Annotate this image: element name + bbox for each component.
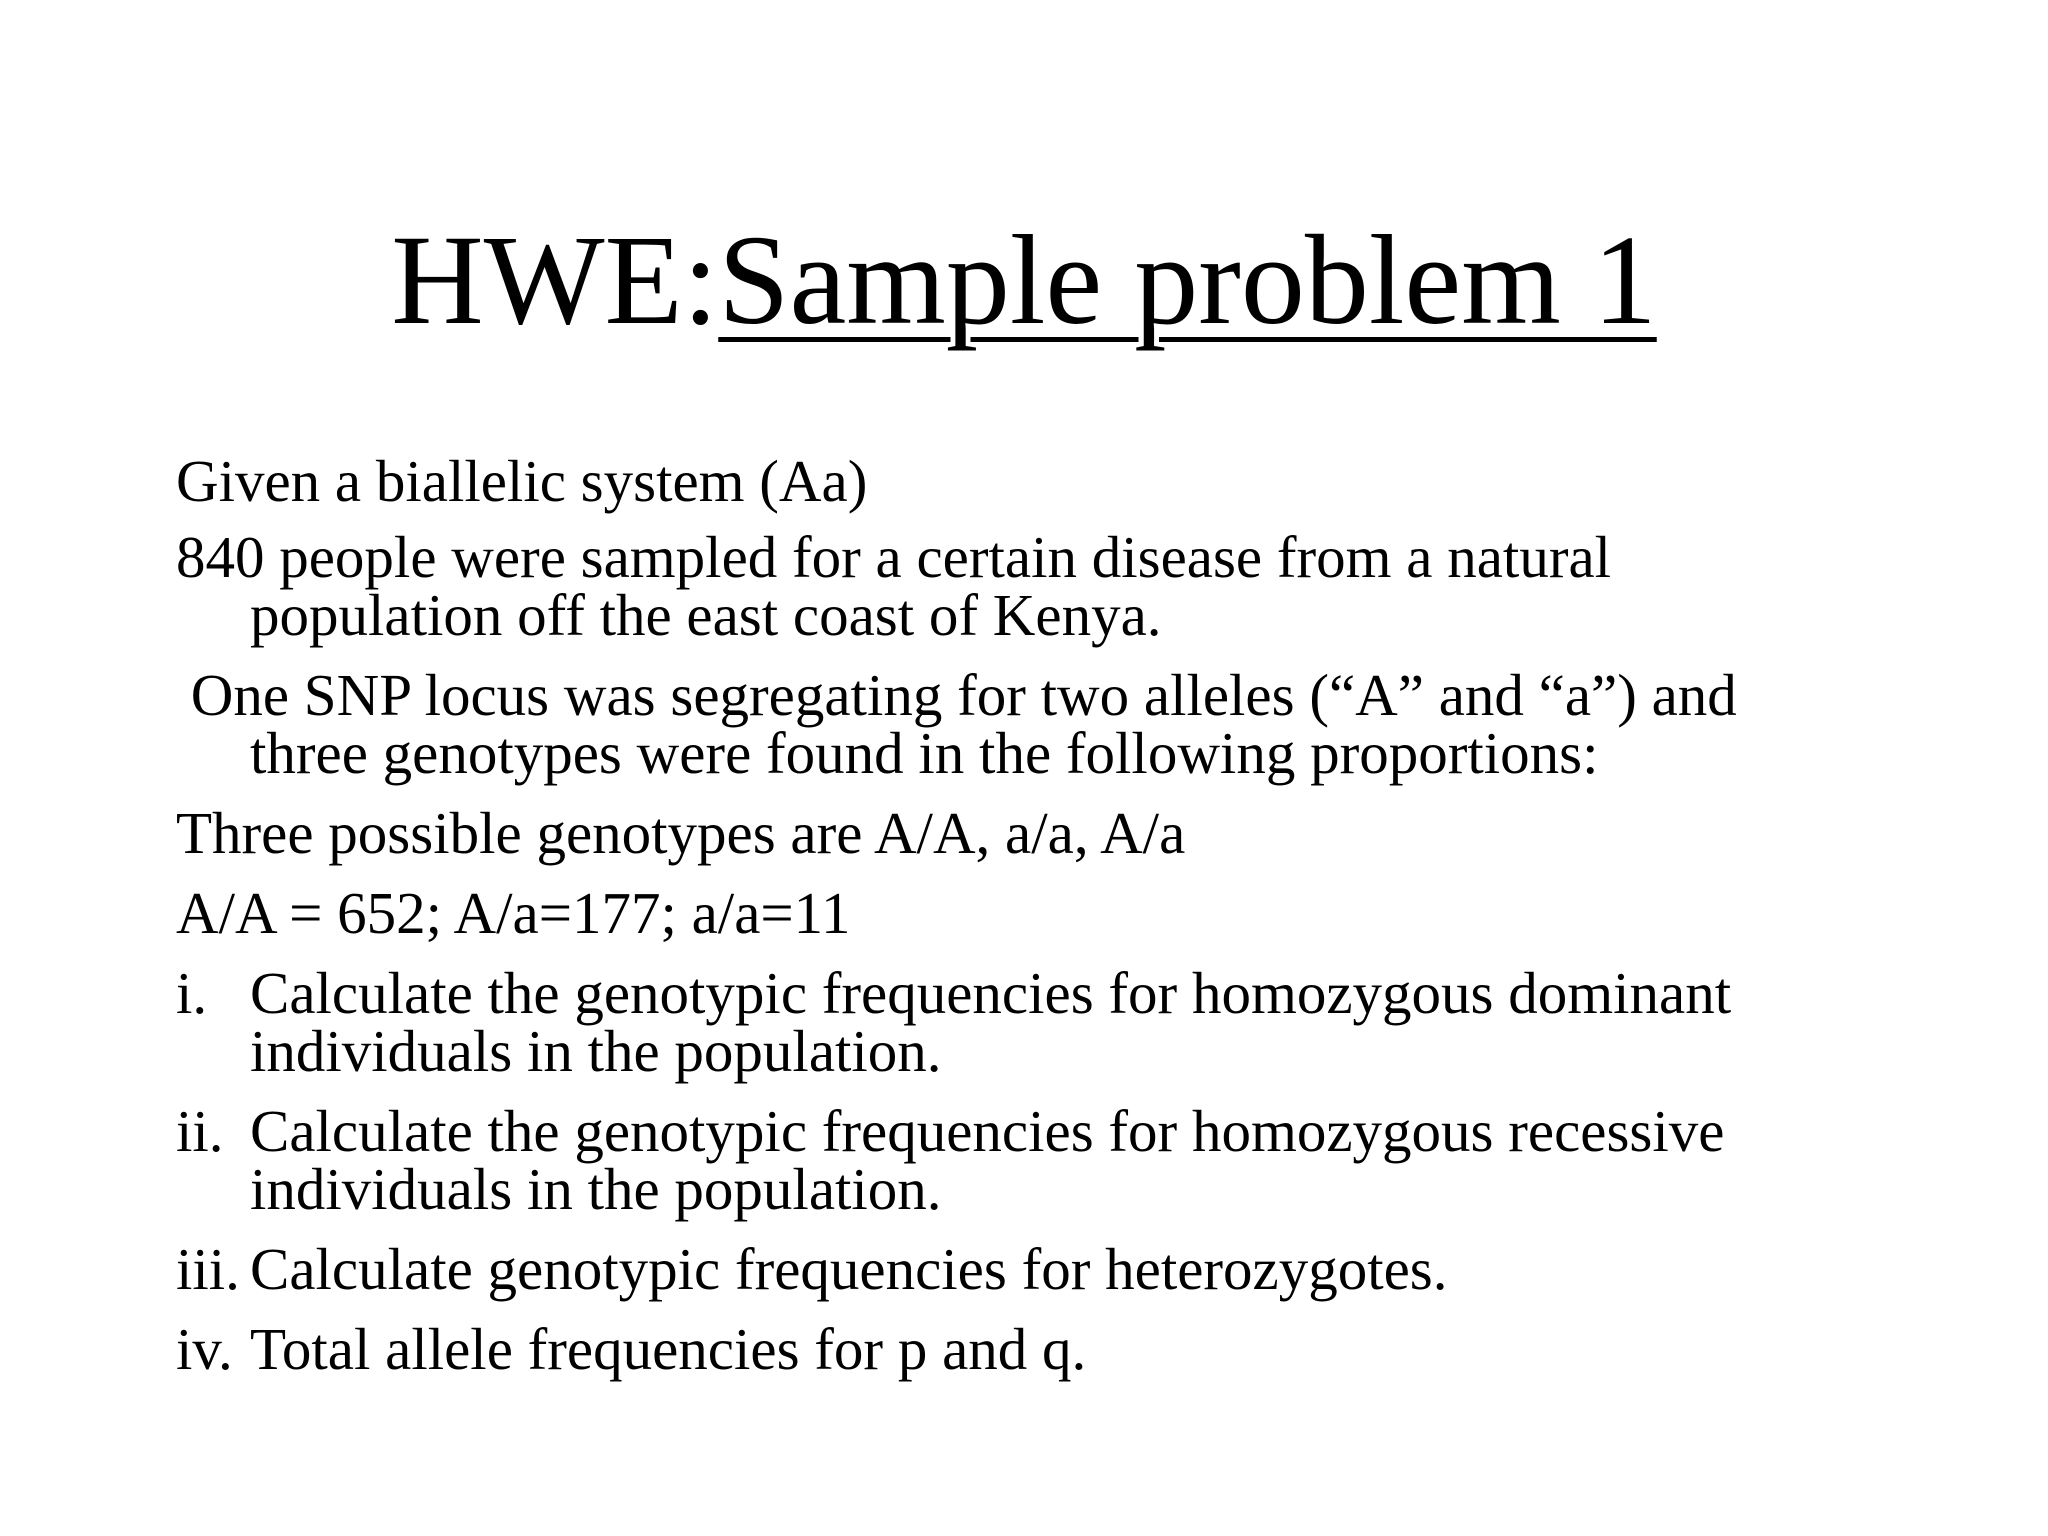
list-item-line2: individuals in the population. — [250, 1156, 942, 1222]
list-item-text — [176, 1316, 1876, 1382]
slide-body — [176, 448, 1876, 1382]
paragraph-genotypes-text: Three possible genotypes are A/A, a/a, A/a — [176, 800, 1186, 866]
list-item-text — [176, 960, 1876, 1084]
list-item — [176, 960, 1876, 1084]
list-item-line1: Calculate the genotypic frequencies for homozygous dominant — [250, 960, 1732, 1026]
title-prefix: HWE: — [391, 209, 719, 351]
paragraph-counts — [176, 880, 1876, 946]
paragraph-locus-line2: three genotypes were found in the following proportions: — [250, 720, 1599, 786]
list-item-number: i. — [176, 960, 208, 1026]
paragraph-locus — [176, 662, 1876, 786]
paragraph-counts-text: A/A = 652; A/a=177; a/a=11 — [176, 880, 851, 946]
paragraph-locus-line1: One SNP locus was segregating for two alleles (“A” and “a”) and — [176, 662, 1737, 728]
paragraph-genotypes — [176, 800, 1876, 866]
paragraph-system — [176, 448, 1876, 514]
paragraph-sample-line1: 840 people were sampled for a certain disease from a natural — [176, 524, 1612, 590]
list-item — [176, 1316, 1876, 1382]
list-item-number: ii. — [176, 1098, 224, 1164]
list-item-text — [176, 1098, 1876, 1222]
list-item — [176, 1098, 1876, 1222]
paragraph-system-text: Given a biallelic system (Aa) — [176, 448, 868, 514]
slide-title — [0, 205, 2048, 355]
list-item — [176, 1236, 1876, 1302]
list-item-line1: Calculate the genotypic frequencies for homozygous recessive — [250, 1098, 1725, 1164]
list-item-line1: Total allele frequencies for p and q. — [250, 1316, 1087, 1382]
list-item-text — [176, 1236, 1876, 1302]
list-item-number: iii. — [176, 1236, 240, 1302]
paragraph-sample — [176, 524, 1876, 648]
list-item-number: iv. — [176, 1316, 233, 1382]
paragraph-sample-line2: population off the east coast of Kenya. — [250, 582, 1162, 648]
list-item-line1: Calculate genotypic frequencies for heterozygotes. — [250, 1236, 1448, 1302]
title-underlined: Sample problem 1 — [718, 209, 1657, 351]
list-item-line2: individuals in the population. — [250, 1018, 942, 1084]
